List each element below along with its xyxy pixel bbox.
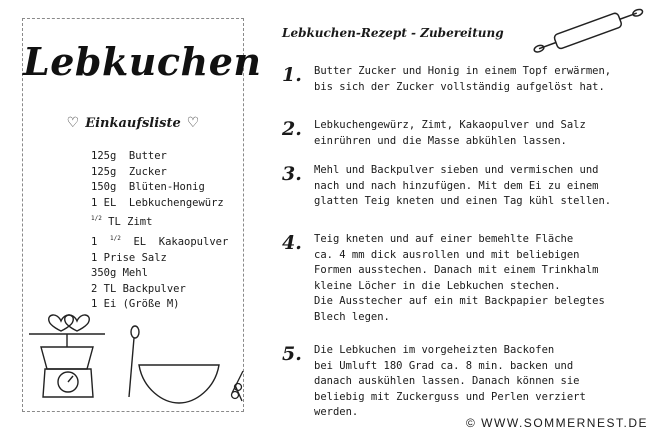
step-number: 4. — [282, 232, 302, 254]
step-text: Die Lebkuchen im vorgeheizten Backofen bei Umluft 180 Grad ca. 8 min. backen und danach auskühlen lassen. Danach können sie beliebig mit Zuckerguss und Perlen verziert werden. — [314, 344, 586, 419]
recipe-heading: Lebkuchen-Rezept - Zubereitung — [282, 26, 504, 40]
step-text: Teig kneten und auf einer bemehlte Fläche ca. 4 mm dick ausrollen und mit beliebigen Formen ausstechen. Danach mit einem Trinkhalm kleine Löcher in die Lebkuchen stechen. Die Ausstecher auf ein mit Backpapier belegtes Blech legen. — [314, 233, 605, 323]
ingredient-text: 350g Mehl — [91, 267, 148, 280]
ingredient-text: 1 Prise Salz — [91, 251, 167, 264]
ingredient-item — [91, 266, 228, 282]
step-text: Butter Zucker und Honig in einem Topf erwärmen, bis sich der Zucker vollständig aufgelöst hat. — [314, 65, 612, 93]
ingredient-list — [91, 149, 228, 313]
copyright-footer: © WWW.SOMMERNEST.DE — [465, 416, 648, 430]
ingredient-item — [91, 180, 228, 196]
ingredient-item — [91, 165, 228, 181]
ingredient-item — [91, 211, 228, 231]
ingredient-fraction: 1/2 — [109, 234, 121, 242]
ingredient-text: 1 EL Lebkuchengewürz — [91, 196, 224, 209]
shopping-list-heading — [23, 115, 243, 131]
rolling-pin-icon — [530, 6, 648, 56]
step-number: 1. — [282, 64, 302, 86]
step-number: 5. — [282, 343, 302, 365]
ingredient-text: 125g Butter — [91, 150, 167, 162]
heart-icon: ♡ — [186, 115, 200, 131]
mixing-bowl-icon — [139, 365, 219, 403]
shopping-list-label: Einkaufsliste — [85, 116, 181, 131]
scissors-icon — [232, 371, 244, 401]
ingredient-fraction: 1/2 — [91, 215, 102, 223]
ingredient-text: 2 TL Backpulver — [91, 282, 186, 295]
ingredient-text: 125g Zucker — [91, 165, 167, 178]
card-title: Lebkuchen — [23, 39, 262, 84]
ingredient-item — [91, 251, 228, 267]
step-text: Lebkuchengewürz, Zimt, Kakaopulver und Salz einrühren und die Masse abkühlen lassen. — [314, 119, 586, 147]
shopping-card — [22, 18, 262, 412]
step-number: 3. — [282, 163, 302, 185]
kitchen-scale-icon — [29, 315, 105, 397]
ingredient-text: EL Kakaopulver — [120, 235, 229, 248]
ingredient-text: TL Zimt — [101, 216, 153, 229]
ingredient-item — [91, 196, 228, 212]
ingredient-text: 150g Blüten-Honig — [91, 181, 205, 194]
step-text: Mehl und Backpulver sieben und vermischen und nach und nach hinzufügen. Mit dem Ei zu einem glatten Teig kneten und einen Tag kühl stellen. — [314, 164, 612, 208]
ingredient-item — [91, 231, 228, 251]
ingredient-item — [91, 282, 228, 298]
kitchen-doodles — [23, 309, 245, 409]
ingredient-text: 1 Ei (Größe M) — [91, 298, 180, 311]
ingredient-amount: 1 — [91, 235, 110, 248]
step-number: 2. — [282, 118, 302, 140]
heart-icon: ♡ — [66, 115, 80, 131]
whisk-icon — [129, 326, 139, 397]
ingredient-item — [91, 149, 228, 165]
